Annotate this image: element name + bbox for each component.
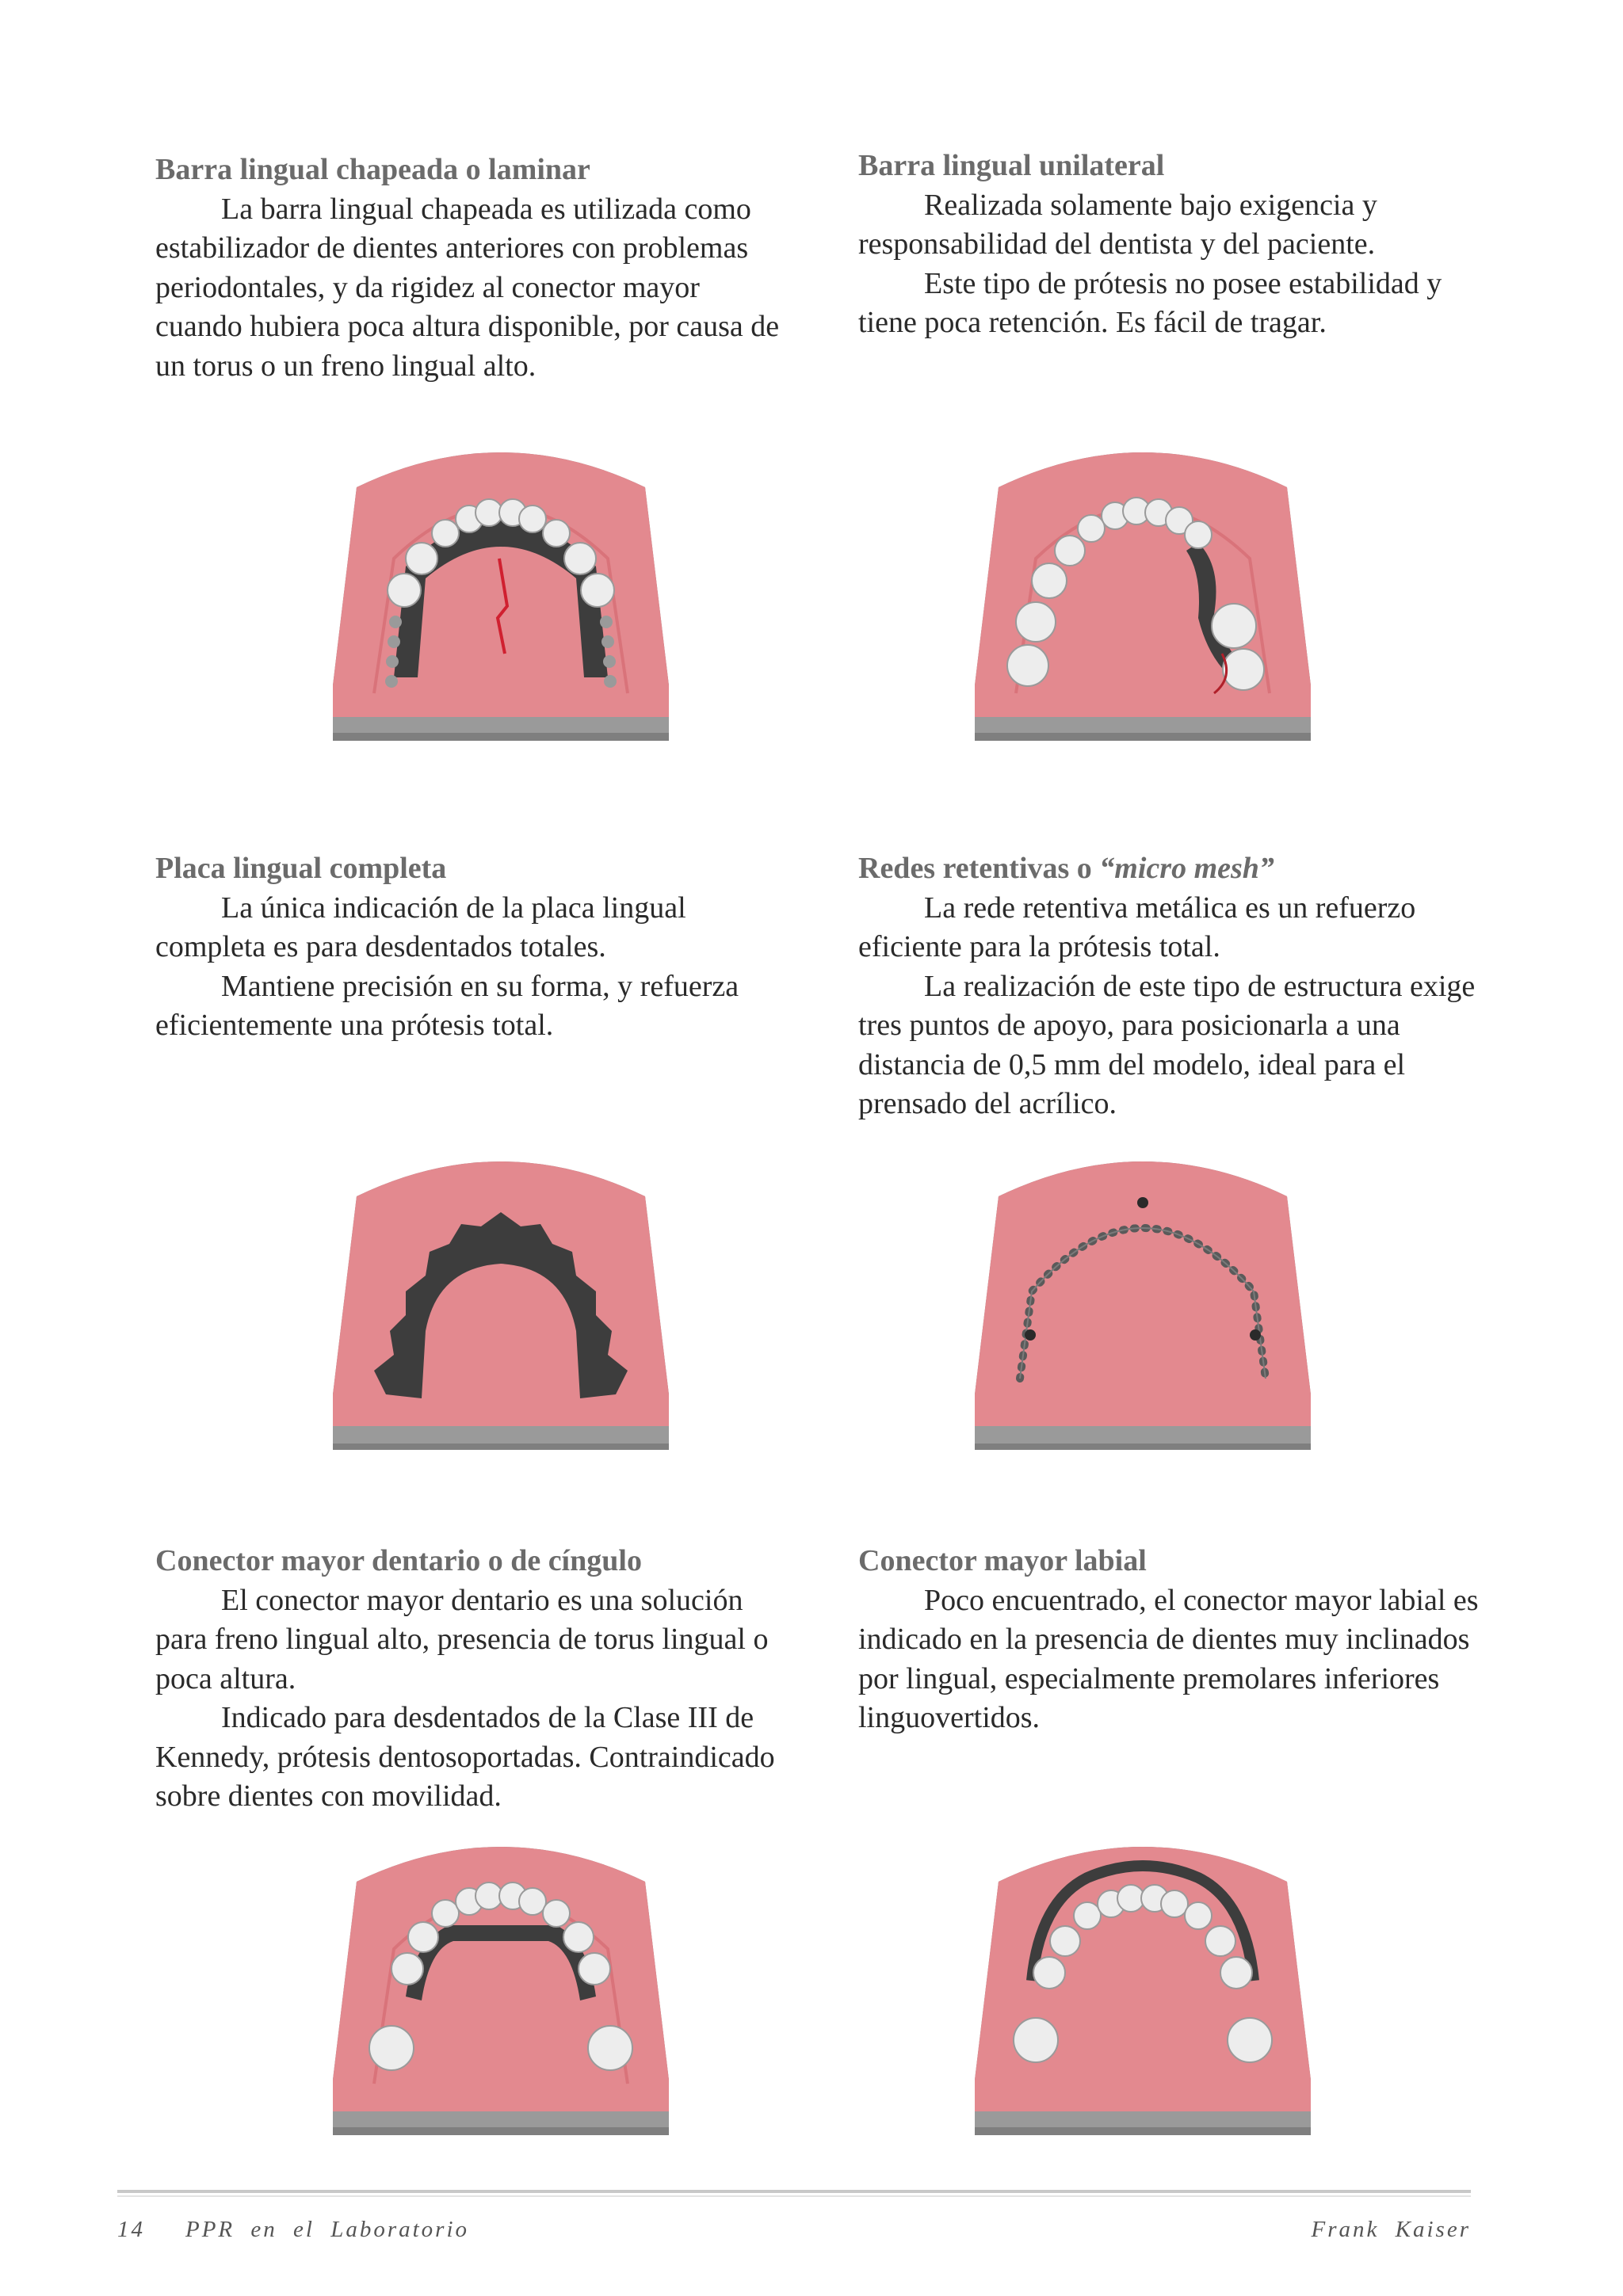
section-paragraph: El conector mayor dentario es una solución para freno lingual alto, presencia de torus lingual o poca altura. — [155, 1583, 769, 1695]
section-heading: Barra lingual chapeada o laminar — [155, 153, 590, 186]
section-paragraph: Este tipo de prótesis no posee estabilidad y tiene poca retención. Es fácil de tragar. — [858, 266, 1442, 339]
section-heading: Redes retentivas o “micro mesh” — [858, 852, 1274, 885]
figure-dental-model-micro-mesh — [960, 1133, 1325, 1466]
section-conector-dentario — [155, 1542, 789, 1817]
book-title: PPR en el Laboratorio — [185, 2217, 470, 2242]
section-redes-retentivas — [858, 849, 1492, 1124]
section-heading: Conector mayor dentario o de cíngulo — [155, 1544, 642, 1577]
figure-dental-model-lingual-plate — [319, 1133, 683, 1466]
figure-dental-model-laminar-bar — [319, 440, 683, 772]
footer-rule-secondary — [117, 2195, 1471, 2197]
author-name: Frank Kaiser — [1311, 2217, 1471, 2242]
section-paragraph: Realizada solamente bajo exigencia y responsabilidad del dentista y del paciente. — [858, 188, 1377, 261]
figure-dental-model-labial-connector — [960, 1822, 1325, 2155]
section-paragraph: La única indicación de la placa lingual completa es para desdentados totales. — [155, 891, 686, 963]
section-paragraph: La barra lingual chapeada es utilizada como estabilizador de dientes anteriores con problemas periodontales, y da rigidez al conector mayor cuando hubiera poca altura disponible, por causa de un torus o un freno lingual alto. — [155, 192, 780, 383]
section-paragraph: Indicado para desdentados de la Clase III de Kennedy, prótesis dentosoportadas. Contraindicado sobre dientes con movilidad. — [155, 1701, 775, 1813]
section-paragraph: Mantiene precisión en su forma, y refuerza eficientemente una prótesis total. — [155, 969, 739, 1042]
footer-rule — [117, 2190, 1471, 2193]
section-heading: Barra lingual unilateral — [858, 149, 1165, 182]
page-number: 14 — [117, 2217, 145, 2242]
section-barra-lingual-unilateral — [858, 147, 1492, 343]
section-paragraph: La rede retentiva metálica es un refuerzo eficiente para la prótesis total. — [858, 891, 1416, 963]
figure-dental-model-unilateral-bar — [960, 440, 1325, 772]
section-paragraph: Poco encuentrado, el conector mayor labial es indicado en la presencia de dientes muy inclinados por lingual, especialmente premolares inferiores linguovertidos. — [858, 1583, 1479, 1734]
section-barra-lingual-chapeada — [155, 151, 789, 386]
figure-dental-model-cingulum-connector — [319, 1822, 683, 2155]
section-heading: Placa lingual completa — [155, 852, 447, 885]
section-paragraph: La realización de este tipo de estructura exige tres puntos de apoyo, para posicionarla a una distancia de 0,5 mm del modelo, ideal para el prensado del acrílico. — [858, 969, 1476, 1120]
section-placa-lingual-completa — [155, 849, 789, 1046]
section-heading: Conector mayor labial — [858, 1544, 1147, 1577]
section-conector-labial — [858, 1542, 1492, 1738]
